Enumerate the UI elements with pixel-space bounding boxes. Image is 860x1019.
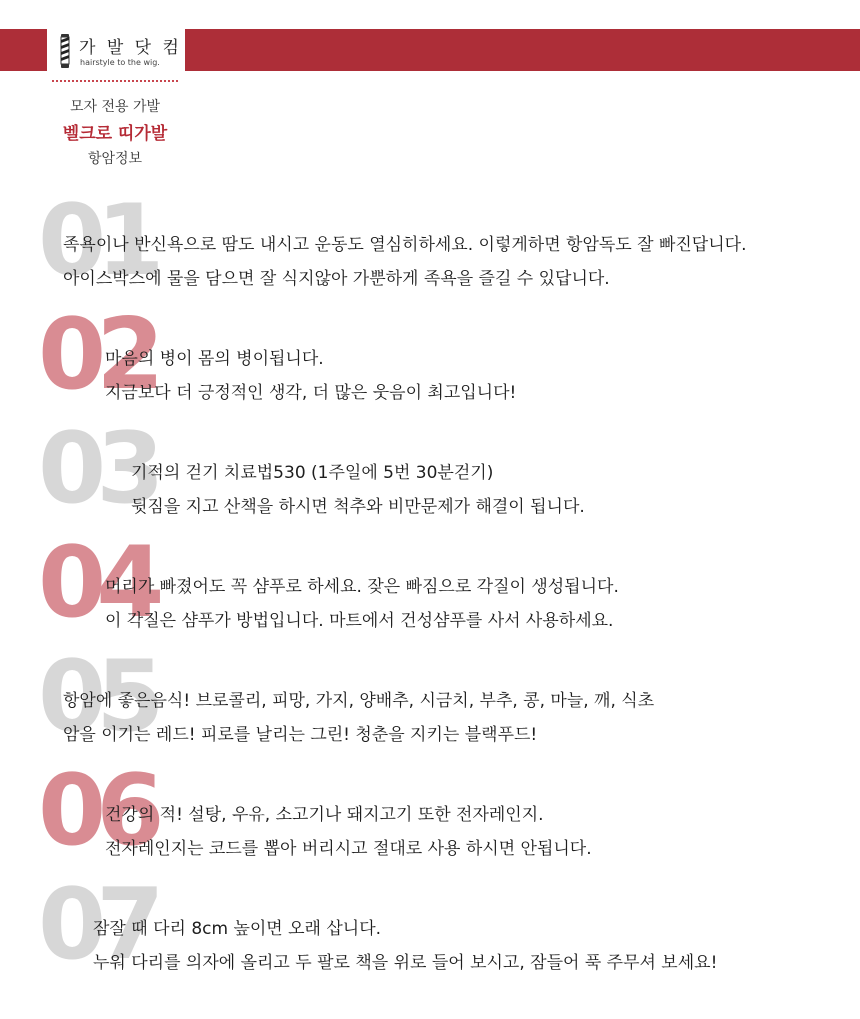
tip-number: 04 (38, 526, 155, 640)
tip-line-2: 암을 이기는 레드! 피로를 날리는 그린! 청춘을 지키는 블랙푸드! (63, 725, 538, 745)
tip-number: 06 (38, 754, 155, 868)
tip-number: 02 (38, 298, 155, 412)
tip-line-1: 항암에 좋은음식! 브로콜리, 피망, 가지, 양배추, 시금치, 부추, 콩, 마늘, 깨, 식초 (63, 691, 655, 711)
tip-line-1: 잠잘 때 다리 8cm 높이면 오래 삽니다. (93, 919, 382, 939)
brand-logo[interactable] (47, 28, 185, 74)
tip-line-1: 마음의 병이 몸의 병이됩니다. (105, 349, 324, 369)
brand-name: 가 발 닷 컴 (79, 38, 182, 58)
tip-line-2: 누워 다리를 의자에 올리고 두 팔로 책을 위로 들어 보시고, 잠들어 푹 주무셔 보세요! (93, 953, 718, 973)
tip-number: 03 (38, 412, 155, 526)
tip-line-2: 뒷짐을 지고 산책을 하시면 척추와 비만문제가 해결이 됩니다. (131, 497, 585, 517)
product-title: 벨크로 띠가발 (62, 124, 168, 144)
dotted-divider (52, 80, 178, 82)
tip-line-1: 기적의 걷기 치료법530 (1주일에 5번 30분걷기) (131, 463, 494, 483)
tip-line-2: 이 각질은 샴푸가 방법입니다. 마트에서 건성샴푸를 사서 사용하세요. (105, 611, 614, 631)
tip-line-2: 아이스박스에 물을 담으면 잘 식지않아 가뿐하게 족욕을 즐길 수 있답니다. (63, 269, 610, 289)
tip-line-1: 건강의 적! 설탕, 우유, 소고기나 돼지고기 또한 전자레인지. (105, 805, 544, 825)
tip-line-1: 머리가 빠졌어도 꼭 샴푸로 하세요. 잦은 빠짐으로 각질이 생성됩니다. (105, 577, 619, 597)
section-title: 항암정보 (87, 151, 143, 167)
tip-line-1: 족욕이나 반신욕으로 땀도 내시고 운동도 열심히하세요. 이렇게하면 항암독도 잘 빠진답니다. (63, 235, 747, 255)
tip-number: 07 (38, 868, 155, 982)
product-category: 모자 전용 가발 (69, 99, 161, 115)
brand-tagline: hairstyle to the wig. (80, 58, 160, 67)
tip-number: 01 (38, 184, 155, 298)
tip-line-2: 전자레인지는 코드를 뽑아 버리시고 절대로 사용 하시면 안됩니다. (105, 839, 592, 859)
barber-pole-icon (59, 34, 71, 68)
tip-line-2: 지금보다 더 긍정적인 생각, 더 많은 웃음이 최고입니다! (105, 383, 517, 403)
tip-number: 05 (38, 640, 155, 754)
